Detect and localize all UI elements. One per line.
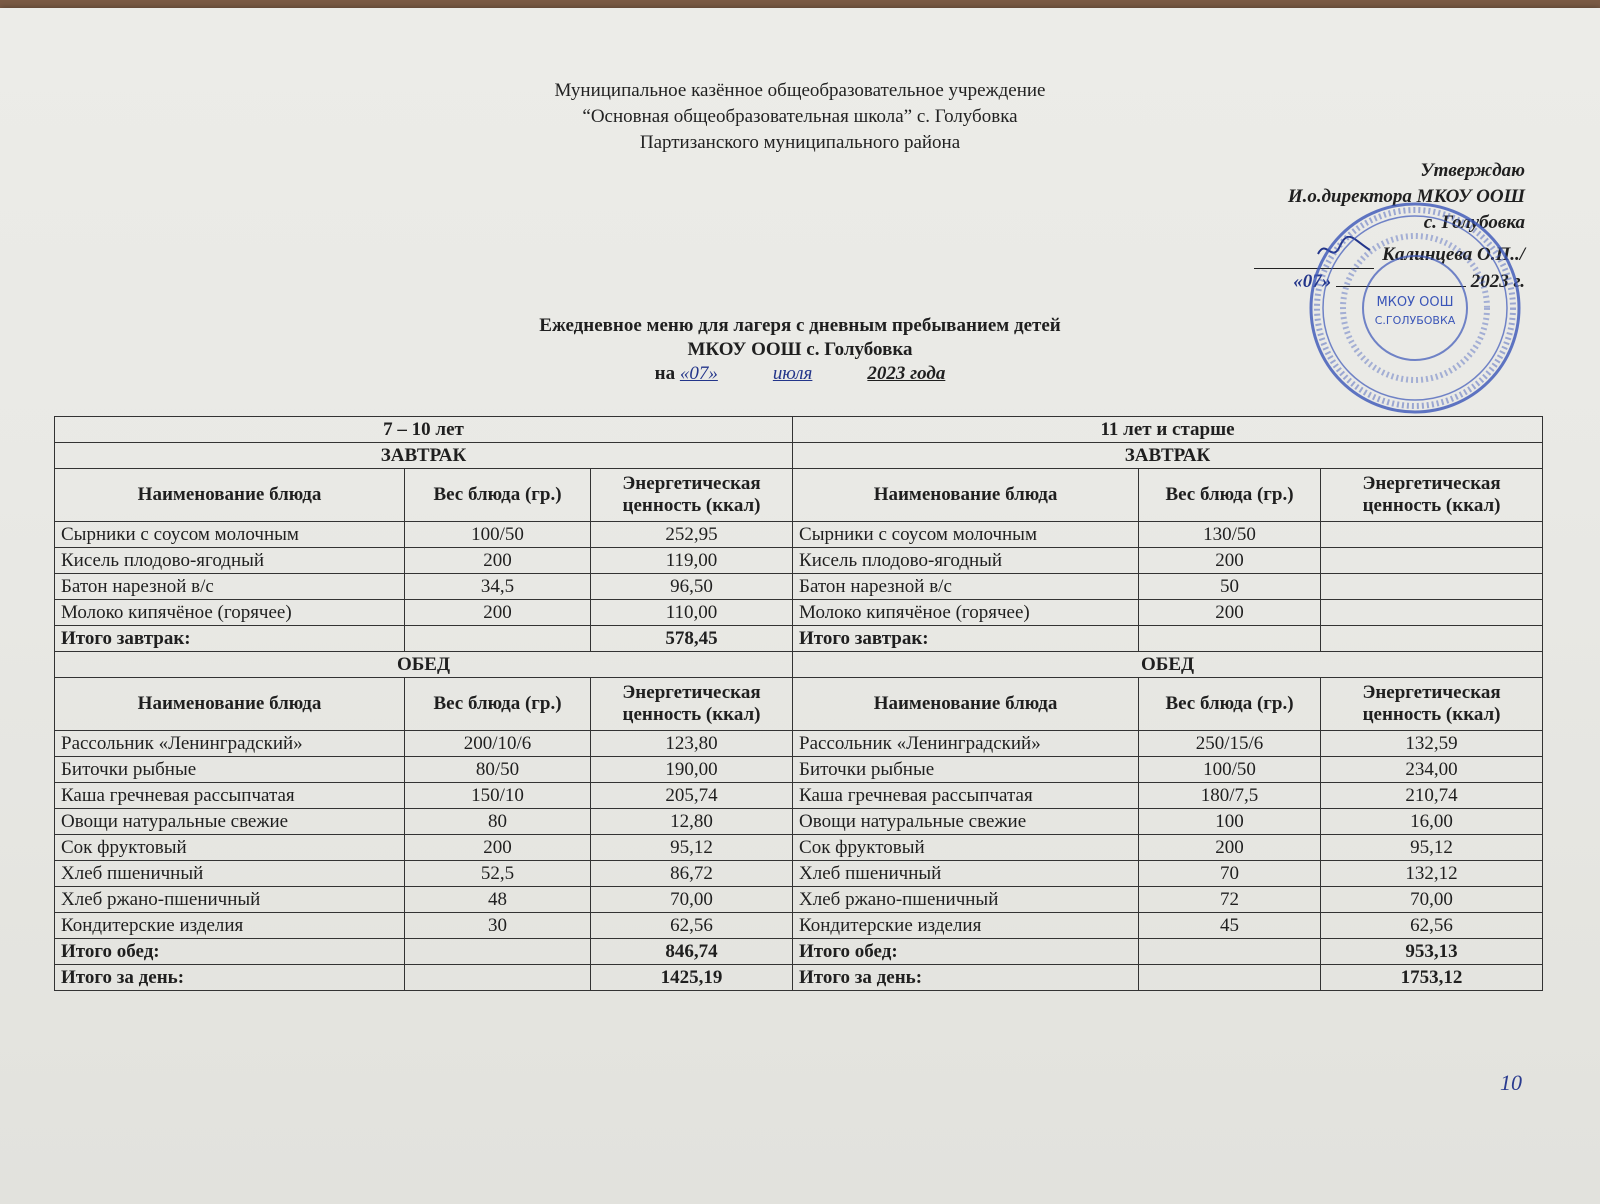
dish-name: Молоко кипячёное (горячее) [793,600,1139,626]
dish-energy: 70,00 [591,887,793,913]
lunch-section-left: ОБЕД [55,652,793,678]
dish-energy: 16,00 [1321,809,1543,835]
approval-word: Утверждаю [1420,160,1525,181]
age-group-left: 7 – 10 лет [55,417,793,443]
total-label: Итого за день: [793,965,1139,991]
dish-name: Батон нарезной в/с [793,574,1139,600]
dish-energy: 62,56 [591,913,793,939]
table-row [55,913,1543,939]
total-label: Итого обед: [793,939,1139,965]
dish-weight: 100/50 [1139,757,1321,783]
dish-weight: 180/7,5 [1139,783,1321,809]
dish-energy: 132,12 [1321,861,1543,887]
dish-energy: 110,00 [591,600,793,626]
dish-energy: 190,00 [591,757,793,783]
dish-weight: 72 [1139,887,1321,913]
dish-energy: 205,74 [591,783,793,809]
org-line-1: Муниципальное казённое общеобразовательное учреждение [554,80,1046,101]
dish-energy: 12,80 [591,809,793,835]
dish-weight: 250/15/6 [1139,731,1321,757]
breakfast-section-row [55,443,1543,469]
dish-name: Овощи натуральные свежие [55,809,405,835]
dish-name: Кисель плодово-ягодный [55,548,405,574]
total-weight-empty [1139,965,1321,991]
total-weight-empty [405,965,591,991]
dish-weight: 100 [1139,809,1321,835]
table-row [55,783,1543,809]
dish-energy: 70,00 [1321,887,1543,913]
table-row [55,731,1543,757]
dish-weight: 52,5 [405,861,591,887]
title-date-year: 2023 года [867,363,946,384]
table-row [55,809,1543,835]
document-page [0,8,1600,1204]
dish-energy: 95,12 [1321,835,1543,861]
stamp-text-center: МКОУ ООШ [1376,295,1454,310]
dish-weight: 50 [1139,574,1321,600]
dish-name: Сок фруктовый [55,835,405,861]
table-row [55,600,1543,626]
table-row [55,757,1543,783]
table-row [55,548,1543,574]
table-row [55,835,1543,861]
page-number: 10 [1500,1070,1522,1095]
dish-weight: 48 [405,887,591,913]
dish-name: Хлеб ржано-пшеничный [55,887,405,913]
dish-energy: 252,95 [591,522,793,548]
table-row [55,861,1543,887]
dish-name: Молоко кипячёное (горячее) [55,600,405,626]
dish-energy: 62,56 [1321,913,1543,939]
col-header-energy: Энергетическая ценность (ккал) [1321,469,1543,522]
age-group-row [55,417,1543,443]
breakfast-total-row [55,626,1543,652]
dish-energy: 86,72 [591,861,793,887]
dish-weight: 34,5 [405,574,591,600]
title-date-day: «07» [679,363,718,384]
title-date-month: июля [772,363,813,384]
lunch-section-row [55,652,1543,678]
total-energy: 1425,19 [591,965,793,991]
day-total-row [55,965,1543,991]
dish-weight: 45 [1139,913,1321,939]
col-header-name: Наименование блюда [55,678,405,731]
dish-name: Хлеб ржано-пшеничный [793,887,1139,913]
col-header-name: Наименование блюда [55,469,405,522]
signer-name: Калинцева О.П../ [1382,244,1525,265]
dish-name: Каша гречневая рассыпчатая [55,783,405,809]
dish-name: Кондитерские изделия [55,913,405,939]
breakfast-section-left: ЗАВТРАК [55,443,793,469]
dish-energy [1321,522,1543,548]
col-header-name: Наименование блюда [793,678,1139,731]
dish-name: Хлеб пшеничный [793,861,1139,887]
dish-weight: 100/50 [405,522,591,548]
dish-name: Кисель плодово-ягодный [793,548,1139,574]
dish-energy: 123,80 [591,731,793,757]
approval-school: с. Голубовка [1423,212,1525,233]
col-header-weight: Вес блюда (гр.) [1139,469,1321,522]
dish-weight: 30 [405,913,591,939]
col-header-energy: Энергетическая ценность (ккал) [1321,678,1543,731]
dish-name: Овощи натуральные свежие [793,809,1139,835]
age-group-right: 11 лет и старше [793,417,1543,443]
approval-day: «07» [1293,271,1332,292]
breakfast-column-header-row [55,469,1543,522]
dish-name: Биточки рыбные [793,757,1139,783]
total-label: Итого обед: [55,939,405,965]
dish-weight: 80/50 [405,757,591,783]
menu-table [54,416,1543,991]
breakfast-section-right: ЗАВТРАК [793,443,1543,469]
total-weight-empty [405,626,591,652]
approval-year: 2023 г. [1470,271,1525,292]
dish-weight: 200/10/6 [405,731,591,757]
table-row [55,522,1543,548]
total-label: Итого завтрак: [55,626,405,652]
col-header-weight: Вес блюда (гр.) [405,678,591,731]
col-header-weight: Вес блюда (гр.) [1139,678,1321,731]
dish-weight: 200 [405,835,591,861]
dish-energy: 119,00 [591,548,793,574]
dish-name: Сырники с соусом молочным [55,522,405,548]
dish-weight: 200 [1139,835,1321,861]
title-line-1: Ежедневное меню для лагеря с дневным пребыванием детей [539,315,1061,336]
dish-weight: 200 [1139,600,1321,626]
dish-weight: 200 [1139,548,1321,574]
col-header-energy: Энергетическая ценность (ккал) [591,469,793,522]
title-line-2: МКОУ ООШ с. Голубовка [687,339,913,360]
dish-weight: 70 [1139,861,1321,887]
total-weight-empty [1139,939,1321,965]
lunch-total-row [55,939,1543,965]
col-header-name: Наименование блюда [793,469,1139,522]
dish-weight: 130/50 [1139,522,1321,548]
total-energy [1321,626,1543,652]
total-label: Итого завтрак: [793,626,1139,652]
total-energy: 578,45 [591,626,793,652]
dish-name: Сок фруктовый [793,835,1139,861]
table-row [55,887,1543,913]
col-header-energy: Энергетическая ценность (ккал) [591,678,793,731]
lunch-section-right: ОБЕД [793,652,1543,678]
total-weight-empty [1139,626,1321,652]
org-line-3: Партизанского муниципального района [639,132,961,153]
dish-energy: 96,50 [591,574,793,600]
dish-name: Рассольник «Ленинградский» [793,731,1139,757]
lunch-column-header-row [55,678,1543,731]
dish-weight: 80 [405,809,591,835]
dish-name: Биточки рыбные [55,757,405,783]
approval-position: И.о.директора МКОУ ООШ [1287,186,1525,207]
title-date-line [0,362,1600,386]
dish-name: Хлеб пшеничный [55,861,405,887]
dish-name: Каша гречневая рассыпчатая [793,783,1139,809]
dish-energy: 210,74 [1321,783,1543,809]
dish-energy [1321,548,1543,574]
title-date-prefix: на [654,363,676,384]
table-row [55,574,1543,600]
dish-name: Батон нарезной в/с [55,574,405,600]
dish-name: Кондитерские изделия [793,913,1139,939]
stamp-text-center-2: С.ГОЛУБОВКА [1374,314,1456,327]
dish-energy: 132,59 [1321,731,1543,757]
dish-energy [1321,574,1543,600]
dish-name: Сырники с соусом молочным [793,522,1139,548]
dish-name: Рассольник «Ленинградский» [55,731,405,757]
dish-energy: 234,00 [1321,757,1543,783]
dish-weight: 200 [405,548,591,574]
dish-weight: 150/10 [405,783,591,809]
total-label: Итого за день: [55,965,405,991]
dish-weight: 200 [405,600,591,626]
menu-title [0,314,1600,386]
organization-header [0,78,1600,156]
col-header-weight: Вес блюда (гр.) [405,469,591,522]
total-energy: 846,74 [591,939,793,965]
total-energy: 953,13 [1321,939,1543,965]
total-weight-empty [405,939,591,965]
dish-energy [1321,600,1543,626]
dish-energy: 95,12 [591,835,793,861]
total-energy: 1753,12 [1321,965,1543,991]
org-line-2: “Основная общеобразовательная школа” с. Голубовка [582,106,1018,127]
